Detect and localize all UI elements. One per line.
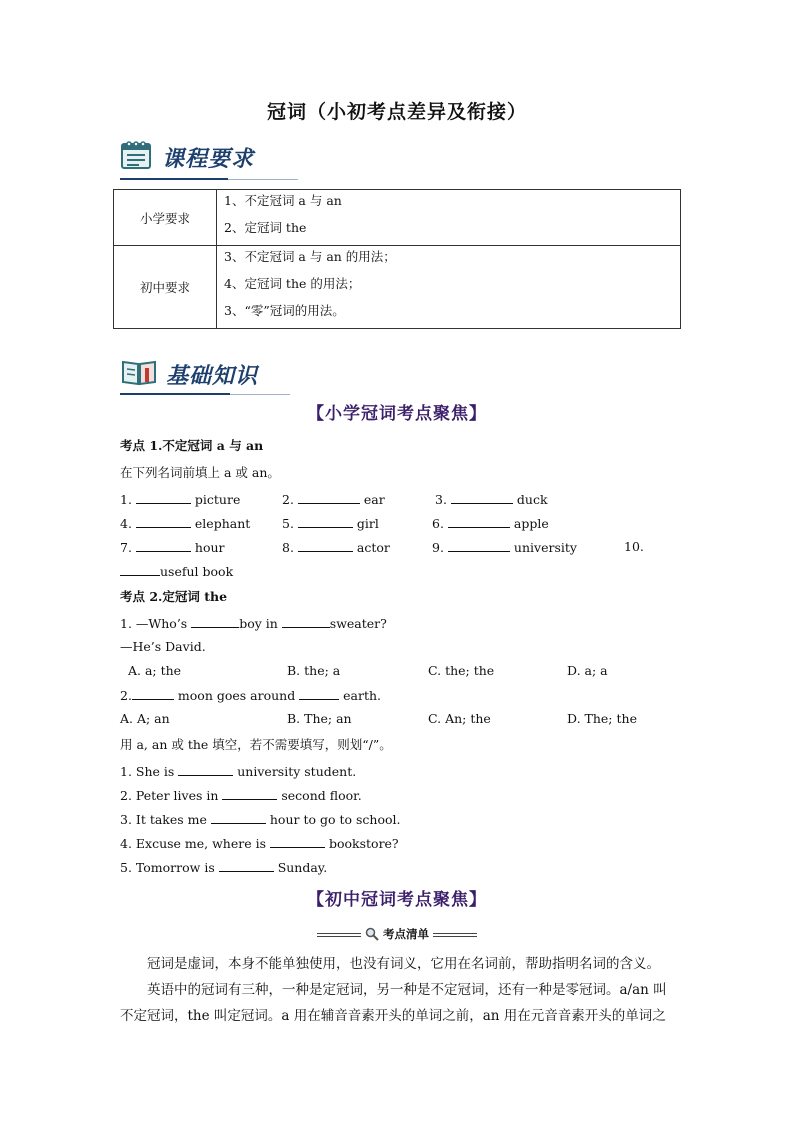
answer-blank[interactable] (132, 687, 174, 700)
item-number: 6. (432, 516, 444, 531)
table-row (114, 190, 681, 246)
option-b[interactable]: B. The; an (287, 711, 352, 726)
option-b[interactable]: B. the; a (287, 663, 341, 678)
fill-item (120, 787, 362, 804)
requirement-item: 3、“零”冠词的用法。 (224, 303, 345, 318)
item-word: actor (356, 540, 390, 555)
section-title: 基础知识 (166, 363, 259, 389)
point1-instruction: 在下列名词前填上 a 或 an。 (120, 465, 280, 480)
answer-blank[interactable] (136, 491, 191, 504)
article-exercise-grid (0, 491, 794, 591)
open-book-icon (120, 357, 158, 391)
option-a[interactable]: A. A; an (120, 711, 170, 726)
point1-title: 考点 1.不定冠词 a 与 an (120, 438, 264, 453)
answer-blank[interactable] (136, 515, 191, 528)
exercise-item (120, 515, 250, 531)
answer-blank[interactable] (448, 539, 510, 552)
question-text: 2. (120, 688, 132, 703)
answer-blank[interactable] (219, 859, 274, 872)
item-number: 3. (435, 492, 447, 507)
answer-blank[interactable] (298, 539, 353, 552)
question-text: sweater? (329, 616, 387, 631)
answer-blank[interactable] (298, 515, 353, 528)
divider-line (433, 933, 477, 937)
answer-blank[interactable] (270, 835, 325, 848)
answer-blank[interactable] (191, 615, 239, 628)
exercise-item (282, 539, 390, 555)
question-text: earth. (339, 688, 382, 703)
requirement-item: 4、定冠词 the 的用法； (224, 276, 361, 291)
item-word: girl (356, 516, 379, 531)
item-number: 8. (282, 540, 294, 555)
answer-blank[interactable] (282, 615, 330, 628)
row-label: 小学要求 (114, 190, 217, 246)
item-word: elephant (194, 516, 251, 531)
exercise-item (120, 491, 240, 507)
item-number: 5. (282, 516, 294, 531)
question-2 (120, 687, 381, 704)
item-number: 1. (120, 492, 132, 507)
fill-item (120, 763, 356, 780)
divider-line (317, 933, 361, 937)
fill-text: Sunday. (273, 860, 328, 875)
option-a[interactable]: A. a; the (128, 663, 182, 678)
answer-blank[interactable] (178, 763, 233, 776)
item-word: apple (513, 516, 549, 531)
option-d[interactable]: D. a; a (567, 663, 608, 678)
section-underline (120, 393, 230, 395)
answer-blank[interactable] (298, 491, 360, 504)
section-header-course-requirements (120, 140, 254, 174)
item-word: university (513, 540, 577, 555)
requirement-item: 1、不定冠词 a 与 an (224, 193, 342, 208)
requirement-item: 3、不定冠词 a 与 an 的用法； (224, 249, 396, 264)
requirement-item: 2、定冠词 the (224, 220, 307, 235)
row-items (217, 246, 681, 329)
section-title: 课程要求 (162, 146, 255, 172)
answer-blank[interactable] (120, 563, 160, 576)
exercise-item (432, 539, 577, 555)
answer-blank[interactable] (299, 687, 339, 700)
item-word: useful book (160, 564, 234, 579)
option-c[interactable]: C. the; the (428, 663, 495, 678)
exercise-item (432, 515, 549, 531)
item-number: 9. (432, 540, 444, 555)
fill-text: hour to go to school. (265, 812, 401, 827)
paragraph: 冠词是虚词，本身不能单独使用，也没有词义，它用在名词前，帮助指明名词的含义。 (147, 956, 660, 972)
junior-focus-heading: 【初中冠词考点聚焦】 (307, 890, 487, 910)
fill-item (120, 859, 327, 876)
fill-text: 4. Excuse me, where is (120, 836, 270, 851)
answer-blank[interactable] (451, 491, 513, 504)
answer-line: —He’s David. (120, 639, 206, 654)
answer-blank[interactable] (211, 811, 266, 824)
exercise-item (435, 491, 548, 507)
notepad-icon (120, 140, 154, 174)
row-items (217, 190, 681, 246)
question-text: 1. —Who’s (120, 616, 192, 631)
exercise-item (282, 491, 385, 507)
option-d[interactable]: D. The; the (567, 711, 637, 726)
fill-text: 1. She is (120, 764, 179, 779)
section-underline-tail (228, 179, 298, 180)
item-number: 2. (282, 492, 294, 507)
question-text: moon goes around (173, 688, 300, 703)
item-word: picture (194, 492, 241, 507)
fill-item (120, 811, 401, 828)
fill-text: second floor. (277, 788, 362, 803)
section-header-basic-knowledge (120, 357, 258, 391)
question-text: boy in (239, 616, 282, 631)
table-row (114, 246, 681, 329)
answer-blank[interactable] (136, 539, 191, 552)
item-number: 10. (624, 539, 644, 554)
primary-focus-heading: 【小学冠词考点聚焦】 (307, 404, 487, 424)
fill-text: 2. Peter lives in (120, 788, 223, 803)
fill-text: university student. (233, 764, 357, 779)
q1-options (0, 663, 794, 681)
section-underline-tail (230, 394, 290, 395)
answer-blank[interactable] (222, 787, 277, 800)
section-underline (120, 178, 228, 180)
exercise-item (120, 539, 225, 555)
point2-title: 考点 2.定冠词 the (120, 589, 228, 604)
item-word: ear (363, 492, 385, 507)
fill-text: 3. It takes me (120, 812, 211, 827)
fill-text: 5. Tomorrow is (120, 860, 219, 875)
row-label: 初中要求 (114, 246, 217, 329)
checklist-divider (0, 926, 794, 944)
magnifier-icon (365, 927, 379, 944)
exercise-item (120, 563, 233, 579)
requirements-table (113, 189, 681, 329)
option-c[interactable]: C. An; the (428, 711, 491, 726)
question-1 (120, 615, 387, 632)
exercise-item (282, 515, 379, 531)
item-word: duck (516, 492, 548, 507)
page-title: 冠词（小初考点差异及衔接） (266, 101, 527, 123)
checklist-title: 考点清单 (383, 927, 429, 941)
item-number: 4. (120, 516, 132, 531)
item-word: hour (194, 540, 225, 555)
paragraph: 英语中的冠词有三种，一种是定冠词，另一种是不定冠词，还有一种是零冠词。a/an 叫 (147, 982, 667, 998)
answer-blank[interactable] (448, 515, 510, 528)
fill-text: bookstore? (325, 836, 399, 851)
q2-options (0, 711, 794, 729)
fill-item (120, 835, 399, 852)
paragraph: 不定冠词，the 叫定冠词。a 用在辅音音素开头的单词之前，an 用在元音音素开头的单词之 (120, 1008, 666, 1024)
fill-instruction: 用 a, an 或 the 填空，若不需要填写，则划“/”。 (120, 737, 392, 752)
item-number: 7. (120, 540, 132, 555)
